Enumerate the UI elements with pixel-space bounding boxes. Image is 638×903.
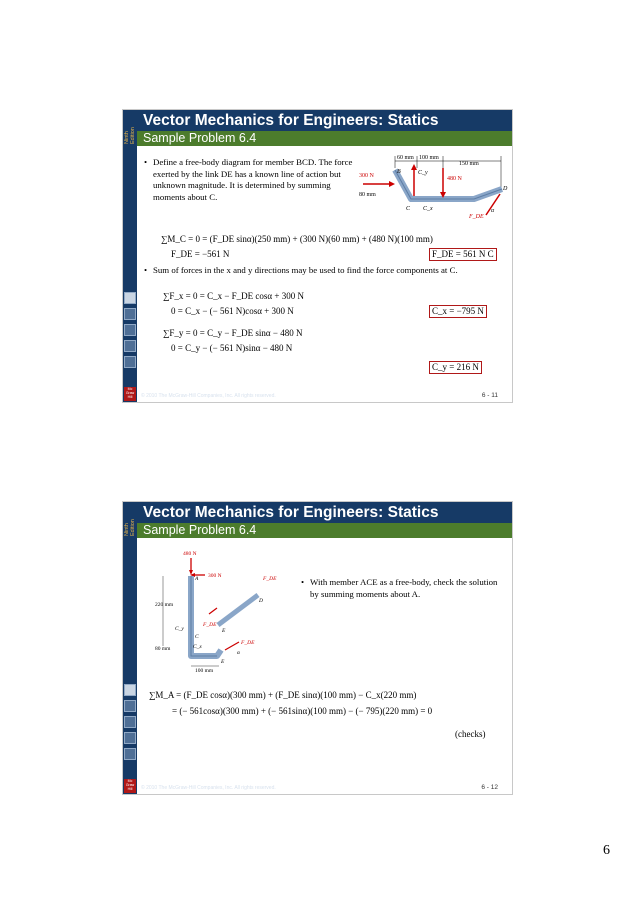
edition-label: Ninth Edition bbox=[124, 519, 136, 536]
next-arrow-icon[interactable] bbox=[124, 732, 136, 744]
eq-sum-fy: ∑F_y = 0 = C_y − F_DE sinα − 480 N bbox=[163, 328, 303, 338]
dim-100: 100 mm bbox=[195, 668, 214, 674]
load-480n: 480 N bbox=[447, 176, 462, 182]
dim-100: 100 mm bbox=[419, 155, 439, 161]
dim-220: 220 mm bbox=[155, 602, 174, 608]
answer-fde: F_DE = 561 N C bbox=[429, 248, 497, 261]
load-300n: 300 N bbox=[359, 173, 374, 179]
bullet-text: Define a free-body diagram for member BCD. The force exerted by the link DE has a known line of action but unknown magnitude. It is determined by summing moments about C. bbox=[153, 157, 353, 202]
mcgraw-hill-logo: Mc Graw Hill bbox=[125, 779, 135, 791]
bullet-text: With member ACE as a free-body, check the solution by summing moments about A. bbox=[310, 577, 498, 599]
home-icon[interactable] bbox=[124, 292, 136, 304]
load-480n: 480 N bbox=[183, 551, 197, 557]
slide-number: 6 - 12 bbox=[481, 784, 498, 791]
free-body-diagram-bcd bbox=[359, 152, 509, 224]
slide-title: Vector Mechanics for Engineers: Statics bbox=[137, 110, 512, 131]
checks-label: (checks) bbox=[455, 729, 486, 739]
prev-arrow-icon[interactable] bbox=[124, 716, 136, 728]
edition-label: Ninth Edition bbox=[124, 127, 136, 144]
handout-page-number: 6 bbox=[603, 843, 610, 858]
bullet-text: Sum of forces in the x and y directions may be used to find the force components at C. bbox=[153, 265, 458, 275]
label-fde: F_DE bbox=[469, 214, 484, 220]
label-alpha: α bbox=[491, 208, 495, 214]
slide-number: 6 - 11 bbox=[481, 392, 498, 399]
dim-150: 150 mm bbox=[459, 161, 479, 167]
label-e-bottom: E bbox=[221, 659, 225, 665]
slide-title: Vector Mechanics for Engineers: Statics bbox=[137, 502, 512, 523]
link-de bbox=[218, 595, 258, 625]
back-arrow-icon[interactable] bbox=[124, 308, 136, 320]
label-a: A bbox=[195, 576, 199, 582]
end-arrow-icon[interactable] bbox=[124, 748, 136, 760]
eq-fde-result: F_DE = −561 N bbox=[171, 249, 230, 259]
home-icon[interactable] bbox=[124, 684, 136, 696]
mcgraw-hill-logo: Mc Graw Hill bbox=[125, 387, 135, 399]
label-fde-mid: F_DE bbox=[203, 622, 217, 628]
label-cx: C_x bbox=[423, 206, 433, 212]
label-cy: C_y bbox=[175, 626, 184, 632]
eq-sum-fx: ∑F_x = 0 = C_x − F_DE cosα + 300 N bbox=[163, 291, 304, 301]
copyright-footer: © 2010 The McGraw-Hill Companies, Inc. All rights reserved. bbox=[141, 393, 276, 399]
label-cy: C_y bbox=[418, 170, 428, 176]
next-arrow-icon[interactable] bbox=[124, 340, 136, 352]
slide-sidebar bbox=[123, 110, 137, 402]
free-body-diagram-ace bbox=[153, 550, 293, 680]
bullet-check: • With member ACE as a free-body, check the solution by summing moments about A. bbox=[301, 577, 498, 599]
dim-60: 60 mm bbox=[397, 155, 414, 161]
label-d: D bbox=[259, 598, 263, 604]
bullet-free-body: • Define a free-body diagram for member BCD. The force exerted by the link DE has a known line of action but unknown magnitude. It is determined by summing moments about C. bbox=[144, 157, 353, 202]
copyright-footer: © 2010 The McGraw-Hill Companies, Inc. All rights reserved. bbox=[141, 785, 276, 791]
load-300n: 300 N bbox=[208, 573, 222, 579]
answer-cx: C_x = −795 N bbox=[429, 305, 487, 318]
dim-80: 80 mm bbox=[359, 192, 376, 198]
eq-moment-c: ∑M_C = 0 = (F_DE sinα)(250 mm) + (300 N)(60 mm) + (480 N)(100 mm) bbox=[161, 234, 433, 244]
eq-fx-sub: 0 = C_x − (− 561 N)cosα + 300 N bbox=[171, 306, 294, 316]
slide-subtitle: Sample Problem 6.4 bbox=[137, 523, 512, 538]
dim-80: 80 mm bbox=[155, 646, 171, 652]
prev-arrow-icon[interactable] bbox=[124, 324, 136, 336]
slide-sidebar bbox=[123, 502, 137, 794]
label-c: C bbox=[406, 206, 411, 212]
label-alpha: α bbox=[237, 650, 240, 656]
eq-fy-sub: 0 = C_y − (− 561 N)sinα − 480 N bbox=[171, 343, 293, 353]
label-c: C bbox=[195, 634, 199, 640]
nav-buttons bbox=[124, 684, 136, 764]
answer-cy: C_y = 216 N bbox=[429, 361, 482, 374]
label-b: B bbox=[397, 169, 401, 175]
label-fde-low: F_DE bbox=[241, 640, 255, 646]
eq-moment-a-sub: = (− 561cosα)(300 mm) + (− 561sinα)(100 mm) − (− 795)(220 mm) = 0 bbox=[172, 706, 433, 716]
slide-6-12 bbox=[122, 501, 513, 795]
end-arrow-icon[interactable] bbox=[124, 356, 136, 368]
label-d: D bbox=[503, 186, 508, 192]
bullet-sum-forces: • Sum of forces in the x and y directions may be used to find the force components at C. bbox=[144, 265, 458, 275]
eq-moment-a: ∑M_A = (F_DE cosα)(300 mm) + (F_DE sinα)(100 mm) − C_x(220 mm) bbox=[149, 690, 417, 700]
label-e: E bbox=[222, 628, 226, 634]
label-fde-top: F_DE bbox=[263, 576, 277, 582]
nav-buttons bbox=[124, 292, 136, 372]
label-cx: C_x bbox=[193, 644, 202, 650]
slide-subtitle: Sample Problem 6.4 bbox=[137, 131, 512, 146]
slide-6-11 bbox=[122, 109, 513, 403]
back-arrow-icon[interactable] bbox=[124, 700, 136, 712]
